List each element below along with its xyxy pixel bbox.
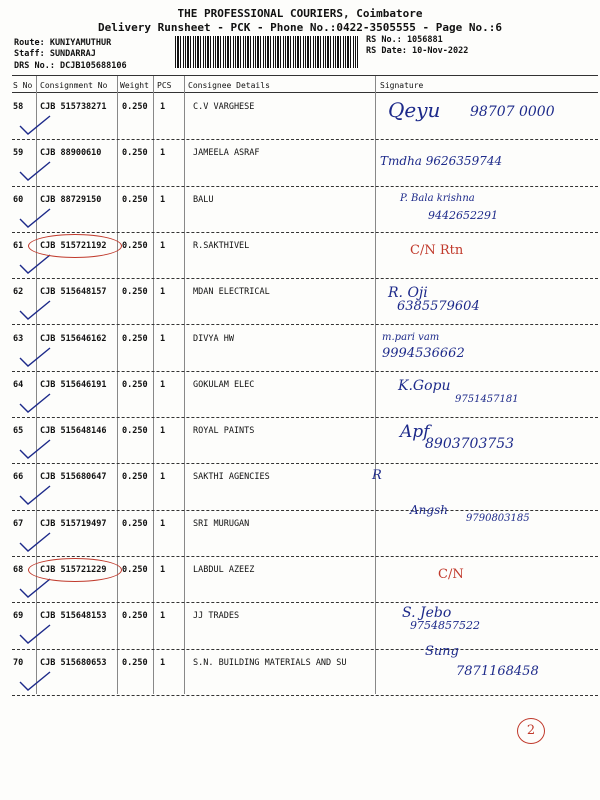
weight-value: 0.250 (122, 287, 148, 298)
consignment-circled-mark (28, 558, 122, 582)
handwritten-phone: 8903703753 (425, 436, 515, 453)
table-row (0, 643, 600, 697)
handwritten-signature: Angsh (410, 502, 448, 517)
tick-mark-icon (18, 623, 52, 645)
tick-mark-icon (18, 253, 52, 275)
route-label: Route: KUNIYAMUTHUR (14, 38, 112, 48)
row-sno: 60 (13, 194, 24, 205)
consignment-number: CJB 515648153 (40, 611, 107, 622)
company-title: THE PROFESSIONAL COURIERS, Coimbatore (177, 7, 423, 20)
consignee-details: JJ TRADES (193, 611, 240, 622)
tick-mark-icon (18, 299, 52, 321)
tick-mark-icon (18, 392, 52, 414)
table-row (0, 233, 600, 280)
pieces-count: 1 (160, 148, 166, 159)
header-bottom-rule (12, 92, 598, 93)
weight-value: 0.250 (122, 333, 148, 344)
consignee-details: LABDUL AZEEZ (193, 565, 255, 575)
consignee-details: BALU (193, 194, 214, 205)
tick-mark-icon (18, 114, 52, 136)
table-row (0, 140, 600, 187)
consignment-number: CJB 515719497 (40, 518, 107, 529)
table-top-rule (12, 75, 598, 76)
table-row (0, 326, 600, 373)
table-row (0, 372, 600, 419)
consignee-details: S.N. BUILDING MATERIALS AND SU (193, 657, 347, 668)
tick-mark-icon (18, 160, 52, 182)
consignee-details: ROYAL PAINTS (193, 426, 255, 437)
weight-value: 0.250 (122, 148, 148, 159)
row-sno: 69 (13, 611, 24, 622)
handwritten-signature: Apf (400, 422, 430, 443)
tick-mark-icon (18, 670, 52, 692)
handwritten-phone: 9790803185 (466, 512, 530, 524)
consignee-details: MDAN ELECTRICAL (193, 287, 270, 298)
table-row (0, 94, 600, 141)
rs-number: RS No.: 1056881 (366, 35, 443, 45)
row-sno: 67 (13, 518, 24, 529)
consignment-number: CJB 515648146 (40, 426, 107, 437)
handwritten-phone: 9442652291 (428, 208, 498, 222)
staff-label: Staff: SUNDARRAJ (14, 49, 96, 59)
tick-mark-icon (18, 577, 52, 599)
weight-value: 0.250 (122, 565, 148, 575)
runsheet-title: Delivery Runsheet - PCK - Phone No.:0422-3505555 - Page No.:6 (98, 21, 502, 34)
consignee-details: GOKULAM ELEC (193, 379, 255, 390)
column-header-consignment: Consignment No (40, 81, 108, 90)
pieces-count: 1 (160, 287, 166, 298)
handwritten-phone: 9994536662 (382, 345, 465, 361)
handwritten-phone: 9754857522 (410, 619, 480, 633)
row-sno: 68 (13, 565, 24, 575)
table-row (0, 418, 600, 465)
table-row (0, 464, 600, 511)
rs-date: RS Date: 10-Nov-2022 (366, 46, 469, 56)
consignment-number: CJB 88900610 (40, 148, 102, 159)
row-sno: 58 (13, 102, 24, 112)
row-sno: 64 (13, 379, 24, 390)
barcode-image (175, 36, 358, 68)
consignment-number: CJB 515680653 (40, 657, 107, 668)
pieces-count: 1 (160, 240, 166, 251)
row-sno: 70 (13, 657, 24, 668)
pieces-count: 1 (160, 657, 166, 668)
consignment-number: CJB 515646191 (40, 379, 107, 390)
handwritten-phone: 9751457181 (455, 393, 519, 405)
consignee-details: DIVYA HW (193, 333, 234, 344)
table-row (0, 603, 600, 650)
consignment-number: CJB 515646162 (40, 333, 107, 344)
pieces-count: 1 (160, 611, 166, 622)
table-row (0, 187, 600, 234)
weight-value: 0.250 (122, 611, 148, 622)
consignee-details: R.SAKTHIVEL (193, 240, 250, 251)
handwritten-signature: Tmdha 9626359744 (380, 154, 503, 169)
table-row (0, 279, 600, 326)
weight-value: 0.250 (122, 102, 148, 112)
handwritten-signature: R (372, 468, 382, 484)
column-header-details: Consignee Details (188, 81, 270, 90)
row-sno: 61 (13, 240, 24, 251)
pieces-count: 1 (160, 518, 166, 529)
consignment-number: CJB 515721192 (40, 240, 107, 251)
consignee-details: SRI MURUGAN (193, 518, 250, 529)
weight-value: 0.250 (122, 657, 148, 668)
page-mark-circled: 2 (517, 718, 545, 744)
pieces-count: 1 (160, 565, 166, 575)
pieces-count: 1 (160, 333, 166, 344)
pieces-count: 1 (160, 472, 166, 483)
handwritten-phone: 6385579604 (397, 299, 480, 315)
handwritten-signature: K.Gopu (398, 377, 451, 394)
handwritten-signature: m.pari vam (382, 331, 440, 343)
tick-mark-icon (18, 207, 52, 229)
pieces-count: 1 (160, 379, 166, 390)
consignment-number: CJB 515721229 (40, 565, 107, 575)
handwritten-signature: R. Oji (388, 285, 428, 302)
pieces-count: 1 (160, 194, 166, 205)
column-header-weight: Weight (120, 81, 149, 90)
handwritten-signature: Qeyu (388, 98, 441, 122)
column-header-signature: Signature (380, 81, 424, 90)
handwritten-signature: P. Bala krishna (400, 192, 475, 204)
consignee-details: C.V VARGHESE (193, 102, 255, 112)
row-sno: 59 (13, 148, 24, 159)
weight-value: 0.250 (122, 426, 148, 437)
weight-value: 0.250 (122, 472, 148, 483)
tick-mark-icon (18, 484, 52, 506)
column-header-pcs: PCS (157, 81, 172, 90)
consignment-circled-mark (28, 234, 122, 258)
drs-number: DRS No.: DCJB105688106 (14, 61, 127, 71)
table-row (0, 502, 600, 558)
row-sno: 66 (13, 472, 24, 483)
pieces-count: 1 (160, 102, 166, 112)
column-header-sno: S No (13, 81, 33, 90)
consignment-number: CJB 515680647 (40, 472, 107, 483)
handwritten-signature: C/N Rtn (410, 242, 464, 258)
tick-mark-icon (18, 438, 52, 460)
row-sno: 62 (13, 287, 24, 298)
handwritten-signature: S. Jebo (402, 605, 452, 622)
pieces-count: 1 (160, 426, 166, 437)
handwritten-phone: 7871168458 (456, 663, 539, 679)
handwritten-phone: 98707 0000 (470, 104, 555, 120)
tick-mark-icon (18, 531, 52, 553)
weight-value: 0.250 (122, 379, 148, 390)
row-sno: 63 (13, 333, 24, 344)
consignment-number: CJB 515738271 (40, 102, 107, 112)
consignee-details: SAKTHI AGENCIES (193, 472, 270, 483)
consignment-number: CJB 88729150 (40, 194, 102, 205)
row-sno: 65 (13, 426, 24, 437)
consignment-number: CJB 515648157 (40, 287, 107, 298)
tick-mark-icon (18, 346, 52, 368)
consignee-details: JAMEELA ASRAF (193, 148, 260, 159)
row-separator (12, 695, 598, 696)
handwritten-signature: C/N (438, 567, 464, 582)
weight-value: 0.250 (122, 240, 148, 251)
weight-value: 0.250 (122, 518, 148, 529)
weight-value: 0.250 (122, 194, 148, 205)
table-row (0, 557, 600, 604)
handwritten-signature: Sung (425, 643, 459, 659)
